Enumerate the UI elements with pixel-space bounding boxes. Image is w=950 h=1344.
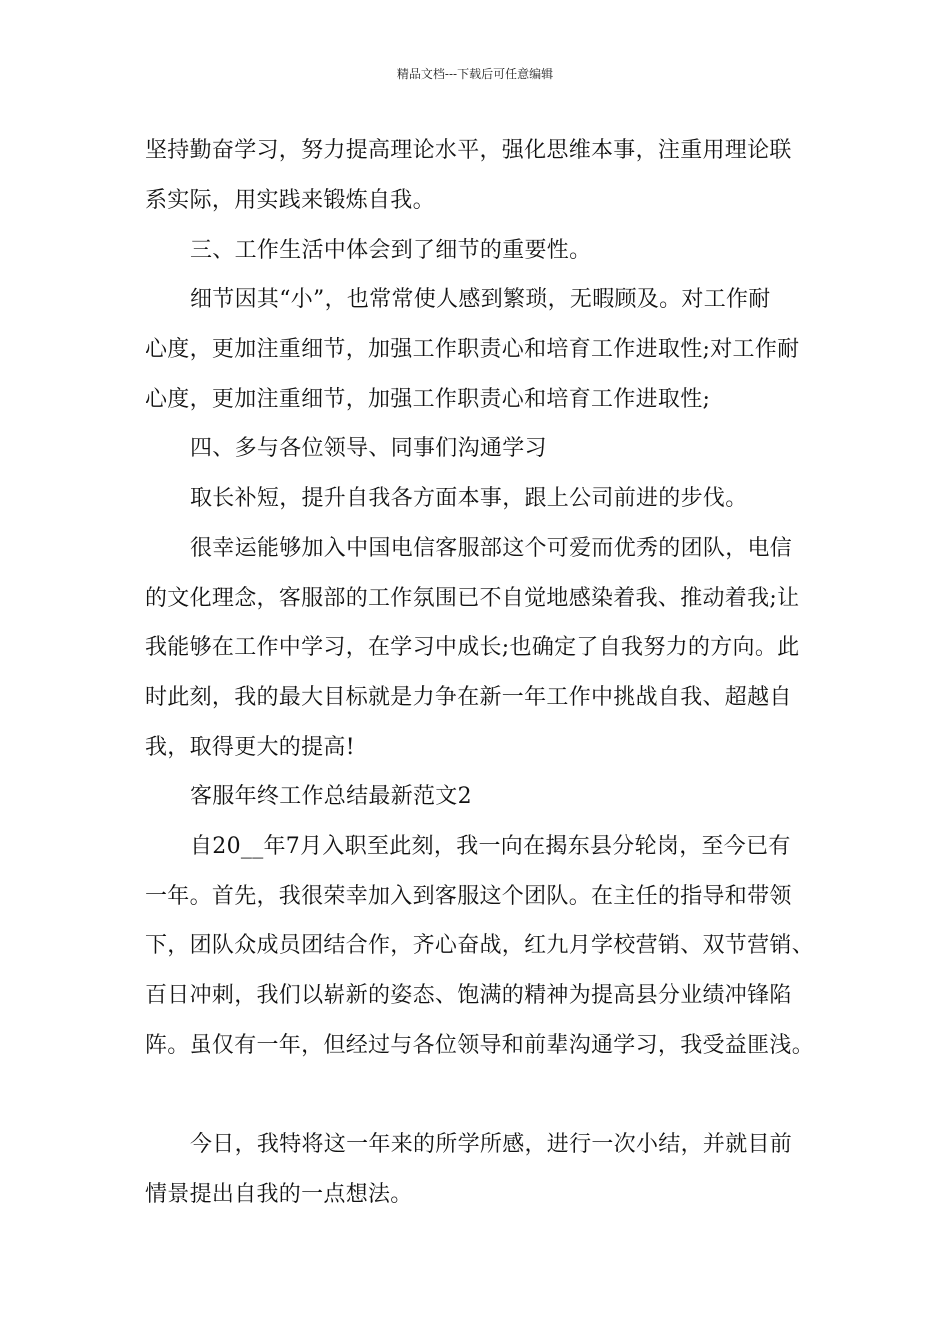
text-line: 自20__年7月入职至此刻，我一向在揭东县分轮岗，至今已有 <box>190 834 791 859</box>
section-heading: 四、多与各位领导、同事们沟通学习 <box>190 436 547 461</box>
text-line: 一年。首先，我很荣幸加入到客服这个团队。在主任的指导和带领 <box>145 884 792 909</box>
text-line: 我，取得更大的提高! <box>145 735 355 760</box>
text-line: 取长补短，提升自我各方面本事，跟上公司前进的步伐。 <box>190 486 748 511</box>
section-heading: 三、工作生活中体会到了细节的重要性。 <box>190 238 592 263</box>
text-line: 百日冲刺，我们以崭新的姿态、饱满的精神为提高县分业绩冲锋陷 <box>145 983 792 1008</box>
text-line: 我能够在工作中学习，在学习中成长;也确定了自我努力的方向。此 <box>145 635 800 660</box>
text-line: 的文化理念，客服部的工作氛围已不自觉地感染着我、推动着我;让 <box>145 586 800 611</box>
text-line: 下，团队众成员团结合作，齐心奋战，红九月学校营销、双节营销、 <box>145 933 815 958</box>
text-line: 情景提出自我的一点想法。 <box>145 1182 413 1207</box>
text-line: 很幸运能够加入中国电信客服部这个可爱而优秀的团队，电信 <box>190 536 793 561</box>
text-line: 时此刻，我的最大目标就是力争在新一年工作中挑战自我、超越自 <box>145 685 792 710</box>
page-header: 精品文档---下载后可任意编辑 <box>396 67 554 81</box>
text-line: 今日，我特将这一年来的所学所感，进行一次小结，并就目前 <box>190 1132 793 1157</box>
article-title: 客服年终工作总结最新范文2 <box>190 784 472 809</box>
text-line: 心度，更加注重细节，加强工作职责心和培育工作进取性;对工作耐 <box>145 337 800 362</box>
text-line: 阵。虽仅有一年，但经过与各位领导和前辈沟通学习，我受益匪浅。 <box>145 1033 815 1058</box>
text-line: 细节因其“小”，也常常使人感到繁琐，无暇顾及。对工作耐 <box>190 287 771 312</box>
text-line: 坚持勤奋学习，努力提高理论水平，强化思维本事，注重用理论联 <box>145 138 792 163</box>
text-line: 系实际，用实践来锻炼自我。 <box>145 188 435 213</box>
text-line: 心度，更加注重细节，加强工作职责心和培育工作进取性; <box>145 387 711 412</box>
